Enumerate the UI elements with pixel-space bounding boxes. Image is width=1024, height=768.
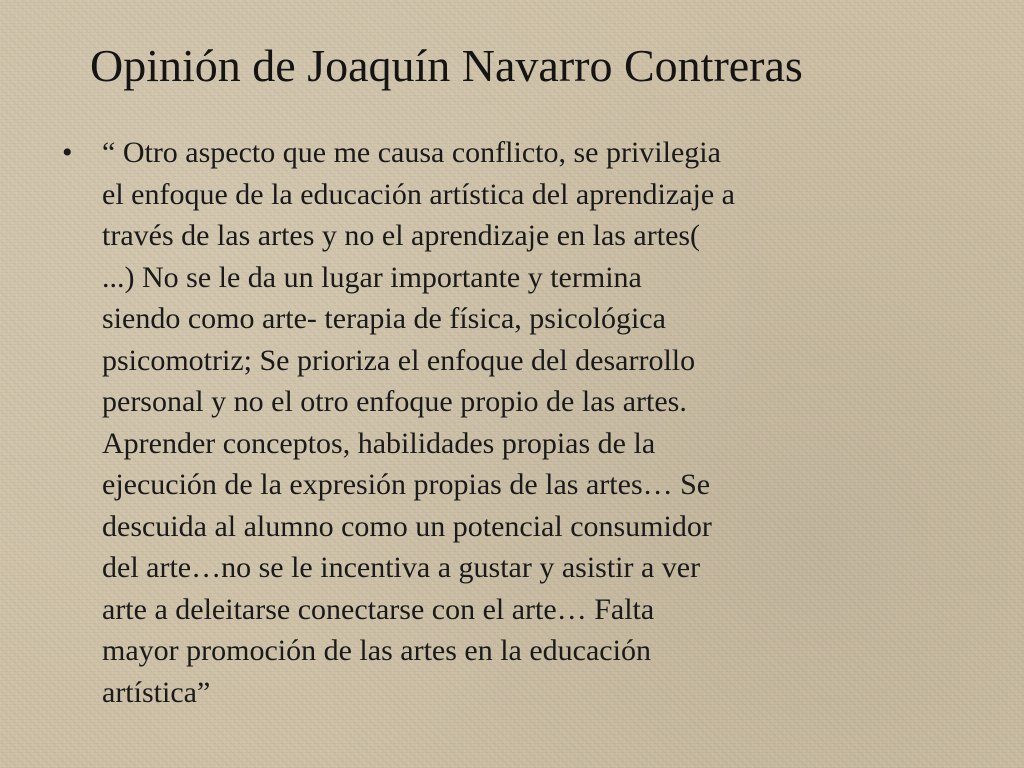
bullet-list <box>60 132 975 713</box>
quote-line: psicomotriz; Se prioriza el enfoque del desarrollo <box>102 343 696 377</box>
quote-line: “ Otro aspecto que me causa conflicto, se privilegia <box>102 136 721 169</box>
quote-line: del arte…no se le incentiva a gustar y asistir a ver <box>102 551 701 584</box>
quote-line: Aprender conceptos, habilidades propias de la <box>102 426 656 460</box>
quote-line: siendo como arte- terapia de física, psicológica <box>102 302 666 335</box>
quote-text <box>102 132 972 713</box>
quote-line: ejecución de la expresión propias de las artes… Se <box>102 468 711 501</box>
quote-line: artística” <box>102 675 211 709</box>
bullet-item <box>60 132 975 713</box>
bullet-icon: • <box>62 136 73 169</box>
quote-line: ...) No se le da un lugar importante y termina <box>102 260 642 294</box>
slide-title: Opinión de Joaquín Navarro Contreras <box>90 40 803 91</box>
quote-line: arte a deleitarse conectarse con el arte… Falta <box>102 592 655 626</box>
quote-line: personal y no el otro enfoque propio de las artes. <box>102 385 687 418</box>
quote-line: descuida al alumno como un potencial consumidor <box>102 509 712 543</box>
quote-line: través de las artes y no el aprendizaje en las artes( <box>102 219 701 252</box>
quote-line: el enfoque de la educación artística del aprendizaje a <box>102 177 735 211</box>
quote-line: mayor promoción de las artes en la educación <box>102 634 651 667</box>
